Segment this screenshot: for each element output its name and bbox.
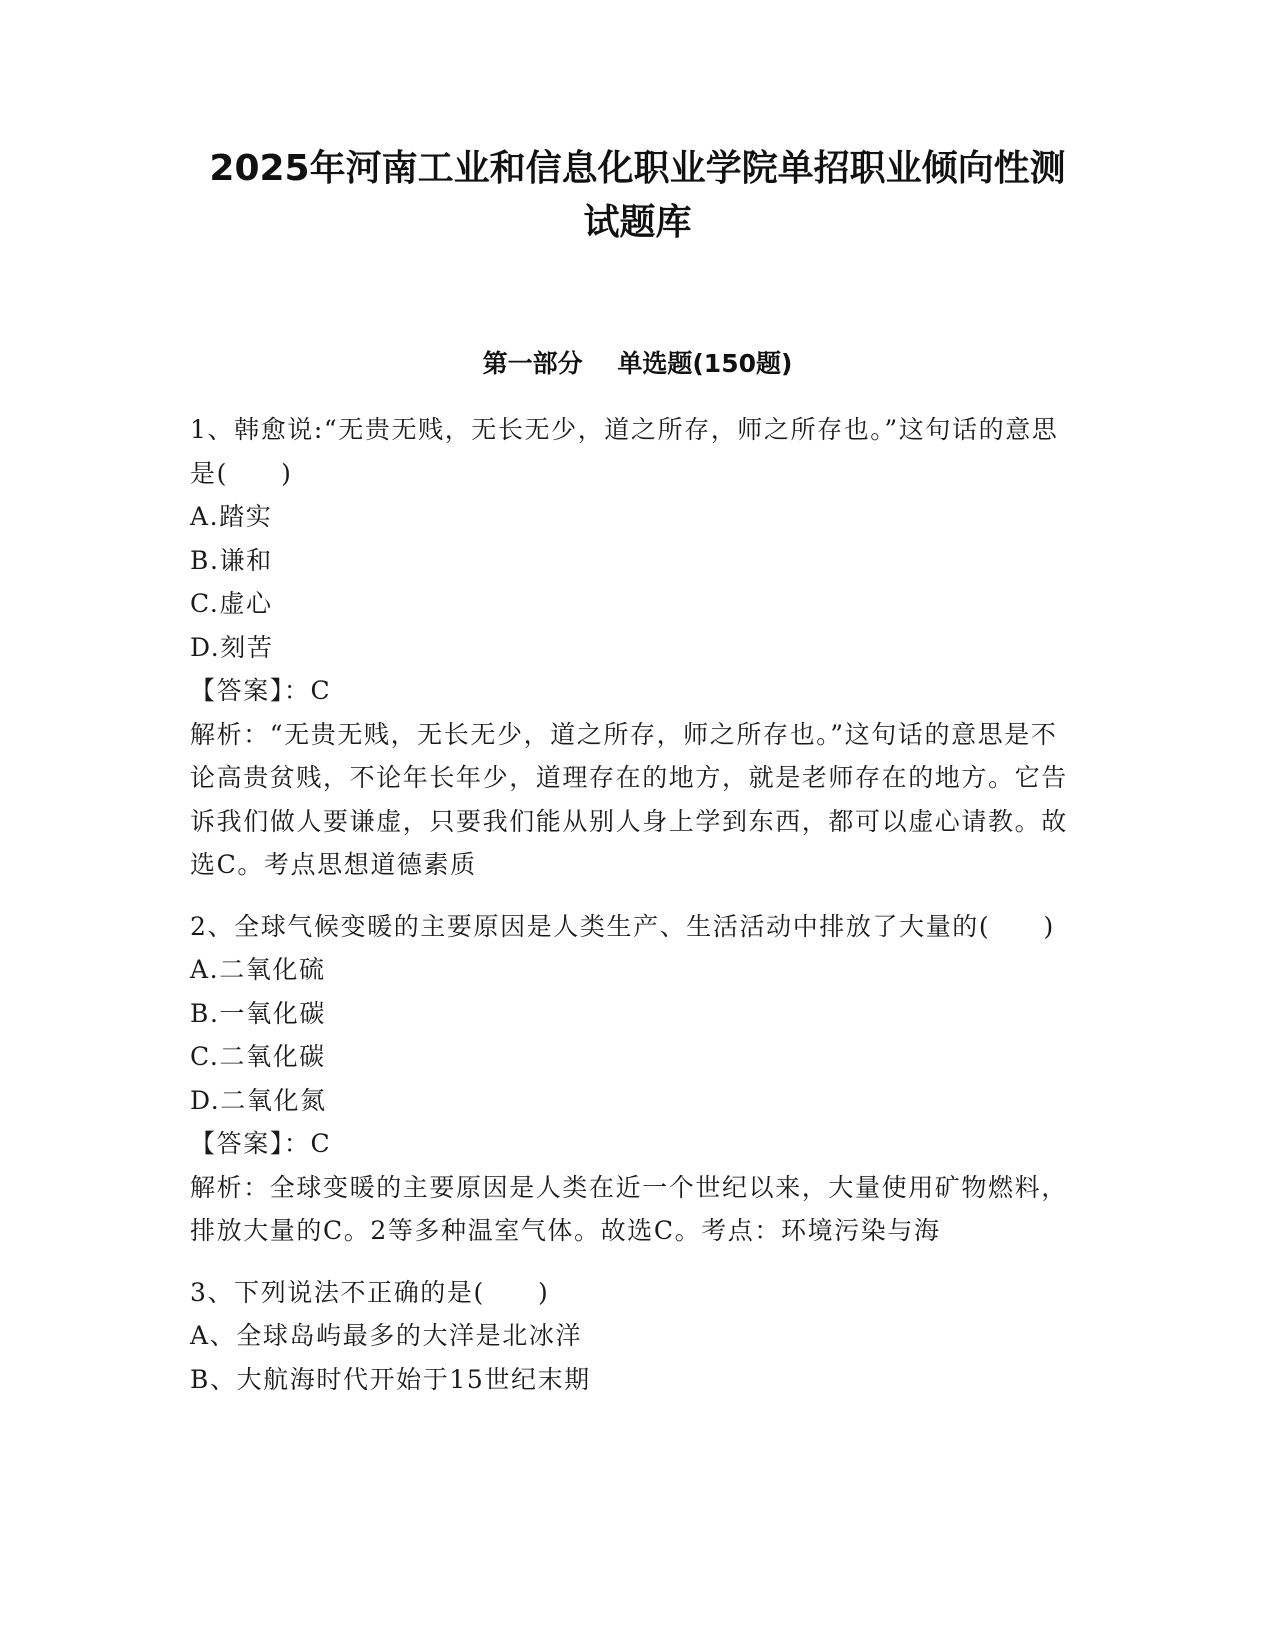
option-c: C.二氧化碳 xyxy=(190,1042,326,1071)
option-a: A.二氧化硫 xyxy=(190,955,326,984)
option-d: D.刻苦 xyxy=(190,632,274,662)
option-c: C.虚心 xyxy=(190,589,273,618)
analysis: 解析：“无贵无贱，无长无少，道之所存，师之所存也。”这句话的意思是不论高贵贫贱，不论年长年少，道理存在的地方，就是老师存在的地方。它告诉我们做人要谦虚，只要我们能从别人身上学到东西，都可以虚心请教。故选C。考点思想道德素质 xyxy=(190,719,1068,879)
option-a: A.踏实 xyxy=(190,502,273,531)
section-title: 第一部分 单选题(150题) xyxy=(482,349,793,378)
answer: 【答案】：C xyxy=(190,676,332,705)
option-d: D.二氧化氮 xyxy=(190,1085,327,1115)
option-b: B.谦和 xyxy=(190,545,273,575)
question-1 xyxy=(190,408,1075,887)
question-text: 3、下列说法不正确的是( ) xyxy=(190,1277,550,1307)
option-b: B、大航海时代开始于15世纪末期 xyxy=(190,1364,591,1394)
document-title-line-2: 试题库 xyxy=(583,202,692,243)
answer: 【答案】：C xyxy=(190,1129,332,1158)
question-2 xyxy=(190,905,1075,1253)
question-text: 1、韩愈说:“无贵无贱，无长无少，道之所存，师之所存也。”这句话的意思是( ) xyxy=(190,415,1059,488)
question-3 xyxy=(190,1271,1075,1402)
document-title-line-1: 2025年河南工业和信息化职业学院单招职业倾向性测 xyxy=(209,148,1066,189)
analysis: 解析：全球变暖的主要原因是人类在近一个世纪以来，大量使用矿物燃料，排放大量的C。2等多种温室气体。故选C。考点：环境污染与海 xyxy=(190,1172,1068,1245)
document-title xyxy=(150,142,1125,250)
option-b: B.一氧化碳 xyxy=(190,998,326,1028)
option-a: A、全球岛屿最多的大洋是北冰洋 xyxy=(190,1321,583,1350)
question-text: 2、全球气候变暖的主要原因是人类生产、生活活动中排放了大量的( ) xyxy=(190,911,1055,941)
question-list xyxy=(190,408,1075,1419)
